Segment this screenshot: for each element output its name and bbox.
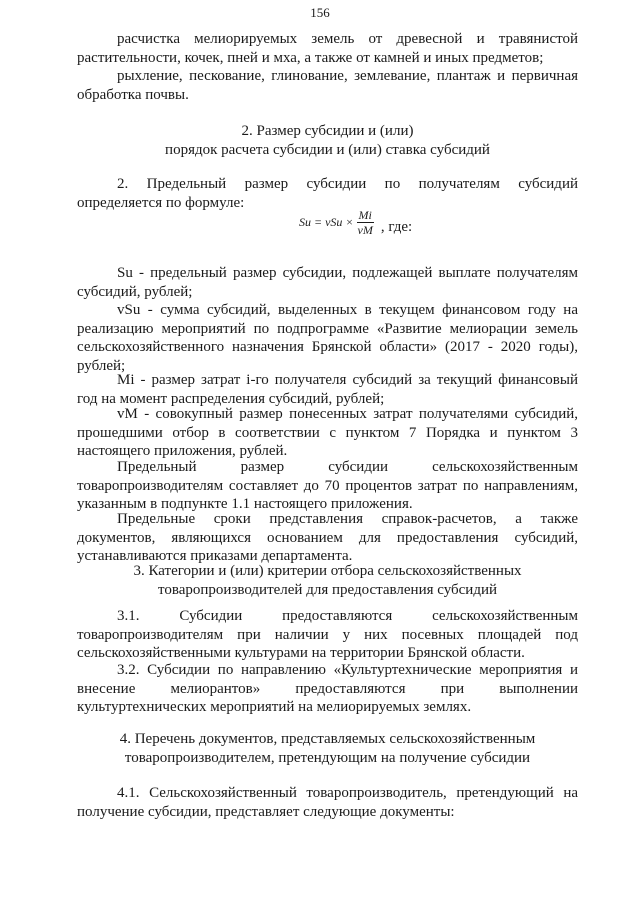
paragraph: Предельный размер субсидии сельскохозяйственным товаропроизводителям составляет до 70 процентов затрат по направлениям, указанным в подпункте 1.1 настоящего приложения.: [77, 459, 578, 512]
section-heading-line: порядок расчета субсидии и (или) ставка субсидий: [165, 141, 490, 158]
section-heading: [77, 730, 578, 767]
formula-fraction: [356, 208, 375, 237]
section-heading-line: 3. Категории и (или) критерии отбора сельскохозяйственных: [133, 563, 522, 579]
list-item: расчистка мелиорируемых земель от древесной и травянистой растительности, кочек, пней и мха, а также от камней и иных предметов;: [77, 31, 578, 66]
definition: Su - предельный размер субсидии, подлежащей выплате получателям субсидий, рублей;: [77, 265, 578, 300]
formula-denominator: vM: [357, 223, 373, 237]
list-item: рыхление, пескование, глинование, землевание, плантаж и первичная обработка почвы.: [77, 68, 578, 103]
page-number: 156: [310, 5, 330, 20]
section-heading-line: товаропроизводителем, претендующим на получение субсидии: [124, 749, 531, 766]
section-heading: [77, 562, 578, 599]
paragraph: 2. Предельный размер субсидии по получателям субсидий определяется по формуле:: [77, 176, 578, 211]
section-heading-line: 4. Перечень документов, представляемых сельскохозяйственным: [119, 731, 536, 747]
definition: vSu - сумма субсидий, выделенных в текущем финансовом году на реализацию мероприятий по подпрограмме «Развитие мелиорации земель сельскохозяйственного назначения Брянской области» (2017 - 2020 годы), рублей;: [77, 302, 578, 374]
paragraph: 3.1. Субсидии предоставляются сельскохозяйственным товаропроизводителям при наличии у них посевных площадей под сельскохозяйственными культурами на территории Брянской области.: [77, 608, 578, 661]
definition: vM - совокупный размер понесенных затрат получателями субсидий, прошедшими отбор в соответствии с пунктом 7 Порядка и пунктом 3 настоящего приложения, рублей.: [77, 406, 578, 459]
section-heading: [77, 122, 578, 159]
formula-lhs: Su = vSu ×: [299, 215, 354, 230]
formula-suffix: , где:: [380, 219, 413, 236]
section-heading-line: 2. Размер субсидии и (или): [241, 123, 414, 139]
section-heading-line: товаропроизводителей для предоставления субсидий: [157, 581, 498, 598]
paragraph: Предельные сроки представления справок-расчетов, а также документов, являющихся основанием для предоставления субсидий, устанавливаются приказами департамента.: [77, 511, 578, 564]
formula-numerator: Mi: [358, 208, 372, 222]
paragraph: 3.2. Субсидии по направлению «Культуртехнические мероприятия и внесение мелиорантов» предоставляются при выполнении культуртехнических мероприятий на мелиорируемых землях.: [77, 662, 578, 715]
subsidy-formula: [299, 208, 412, 237]
definition: Mi - размер затрат i-го получателя субсидий за текущий финансовый год на момент распределения субсидий, рублей;: [77, 372, 578, 407]
paragraph: 4.1. Сельскохозяйственный товаропроизводитель, претендующий на получение субсидии, представляет следующие документы:: [77, 785, 578, 820]
